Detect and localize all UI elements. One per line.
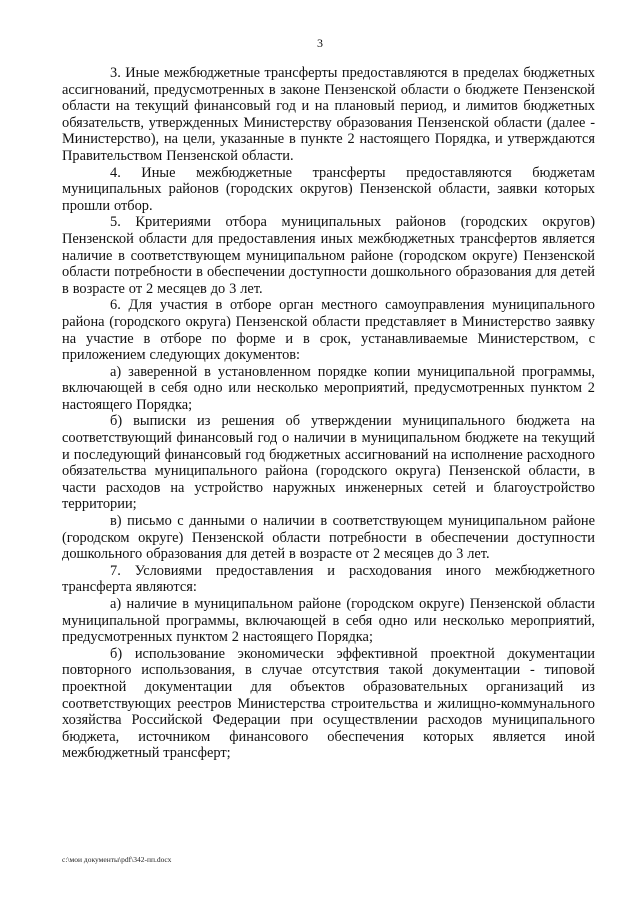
paragraph-6a: а) заверенной в установленном порядке копии муниципальной программы, включающей в себя одно или несколько мероприятий, предусмотренных пунктом 2 настоящего Порядка; <box>62 363 595 413</box>
paragraph-7b: б) использование экономически эффективной проектной документации повторного использования, в случае отсутствия такой документации - типовой проектной документации для объектов образовательных организаций из соответствующих реестров Министерства строительства и жилищно-коммунального хозяйства Российской Федерации при осуществлении расходов муниципального бюджета, источником финансового обеспечения которых является иной межбюджетный трансферт; <box>62 645 595 762</box>
paragraph-5: 5. Критериями отбора муниципальных районов (городских округов) Пензенской области для предоставления иных межбюджетных трансфертов является наличие в соответствующем муниципальном районе (городском округе) Пензенской области потребности в обеспечении доступности дошкольного образования для детей в возрасте от 2 месяцев до 3 лет. <box>62 214 595 297</box>
paragraph-4: 4. Иные межбюджетные трансферты предоставляются бюджетам муниципальных районов (городских округов) Пензенской области, заявки которых прошли отбор. <box>62 164 595 214</box>
document-body <box>62 65 595 762</box>
footer-file-path: c:\мои документы\pdf\342-пп.docx <box>62 855 172 864</box>
paragraph-7a: а) наличие в муниципальном районе (городском округе) Пензенской области муниципальной программы, включающей в себя одно или несколько мероприятий, предусмотренных пунктом 2 настоящего Порядка; <box>62 596 595 646</box>
paragraph-6v: в) письмо с данными о наличии в соответствующем муниципальном районе (городском округе) Пензенской области потребности в обеспечении доступности дошкольного образования для детей в возрасте от 2 месяцев до 3 лет. <box>62 513 595 563</box>
paragraph-6: 6. Для участия в отборе орган местного самоуправления муниципального района (городского округа) Пензенской области представляет в Министерство заявку на участие в отборе по форме и в срок, устанавливаемые Министерством, с приложением следующих документов: <box>62 297 595 364</box>
paragraph-7: 7. Условиями предоставления и расходования иного межбюджетного трансферта являются: <box>62 562 595 596</box>
page-number: 3 <box>317 36 323 50</box>
paragraph-6b: б) выписки из решения об утверждении муниципального бюджета на соответствующий финансовый год о наличии в муниципальном бюджете на текущий и последующий финансовый год бюджетных ассигнований на исполнение расходного обязательства муниципального района (городского округа) Пензенской области, в части расходов на устройство наружных инженерных сетей и благоустройство территории; <box>62 413 595 513</box>
paragraph-3: 3. Иные межбюджетные трансферты предоставляются в пределах бюджетных ассигнований, предусмотренных в законе Пензенской области о бюджете Пензенской области на текущий финансовый год и на плановый период, и лимитов бюджетных обязательств, утвержденных Министерству образования Пензенской области (далее - Министерство), на цели, указанные в пункте 2 настоящего Порядка, и утверждаются Правительством Пензенской области. <box>62 65 595 164</box>
